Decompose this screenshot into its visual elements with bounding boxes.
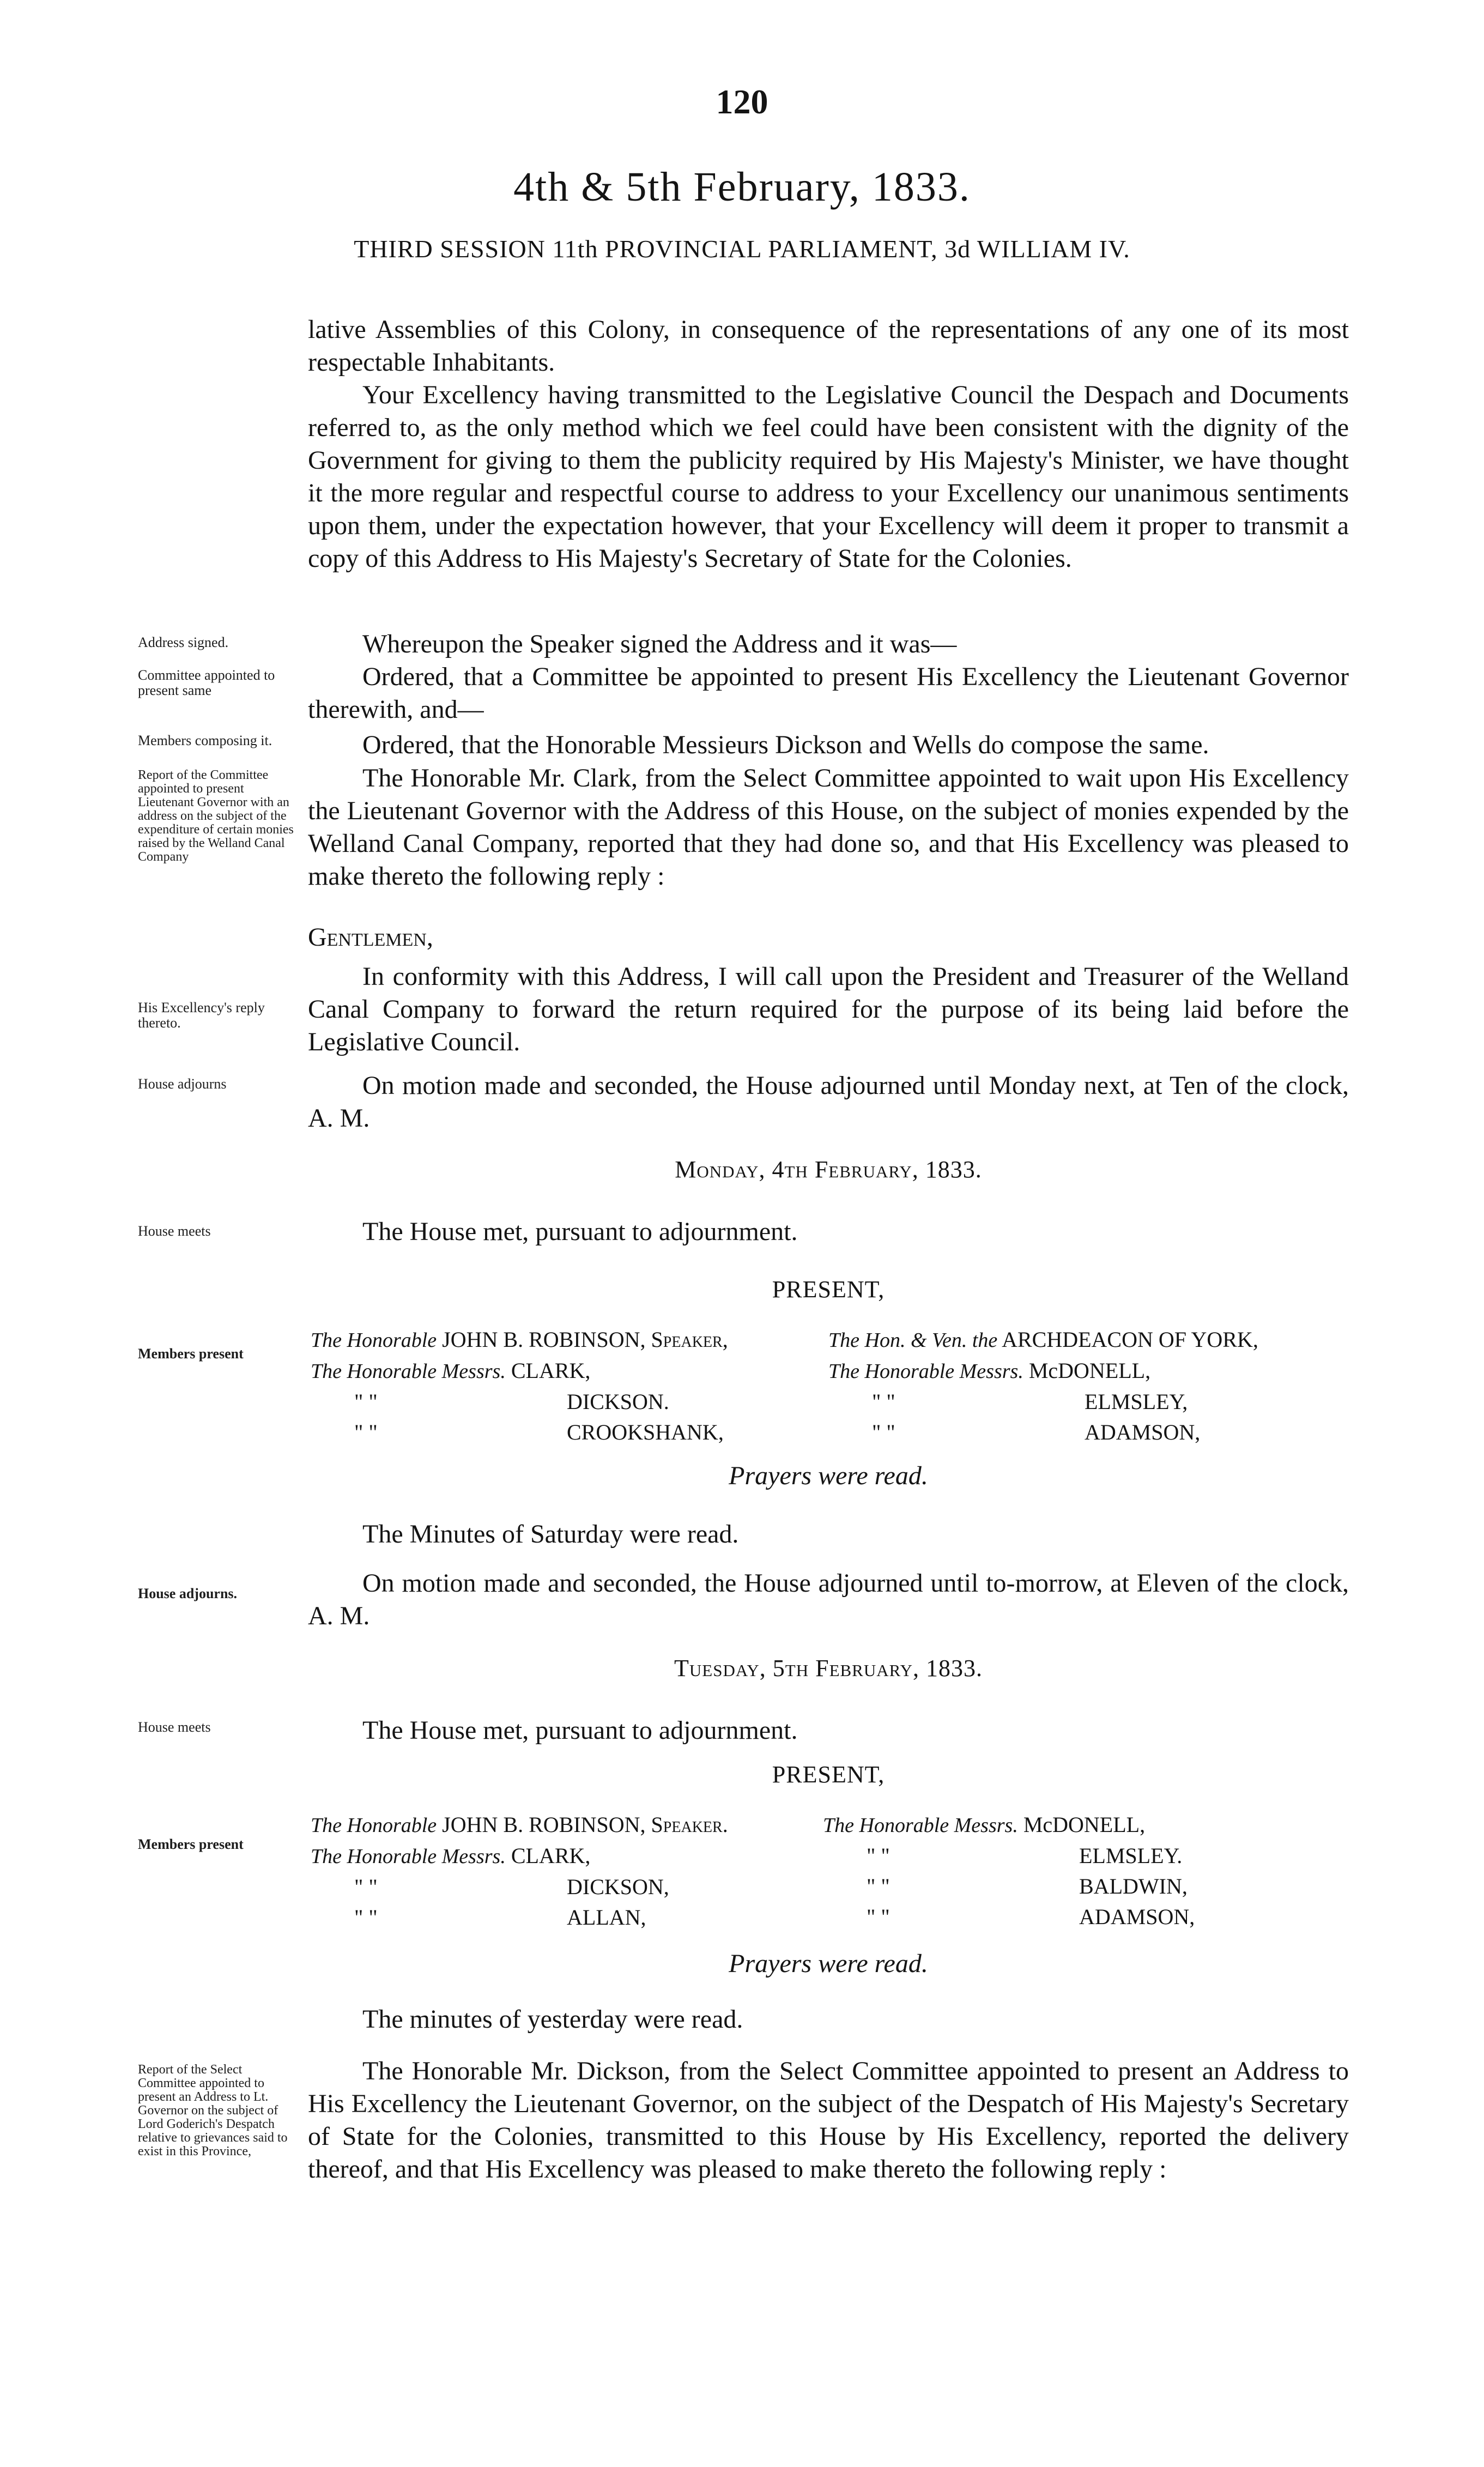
paragraph-minutes-yesterday: The minutes of yesterday were read. xyxy=(362,2005,743,2034)
title-text: The Honorable Messrs. xyxy=(311,1845,506,1868)
title-text: The Honorable Messrs. xyxy=(823,1814,1018,1837)
member-name: JOHN B. ROBINSON, xyxy=(442,1812,646,1837)
paragraph-adjourn-monday: On motion made and seconded, the House adjourned until Monday next, at Ten of the clock, A. M. xyxy=(308,1071,1349,1133)
ditto-marks: " " xyxy=(872,1389,895,1414)
prayers-read-1: Prayers were read. xyxy=(729,1461,928,1490)
member-name: BALDWIN, xyxy=(1079,1874,1188,1898)
day-heading-monday: Monday, 4th February, 1833. xyxy=(675,1156,982,1183)
title-text: The Honorable xyxy=(311,1329,437,1352)
member-name: ELMSLEY. xyxy=(1079,1843,1183,1868)
paragraph-minutes-saturday: The Minutes of Saturday were read. xyxy=(362,1520,739,1549)
present-heading-1: PRESENT, xyxy=(772,1276,885,1303)
title-text: The Honorable Messrs. xyxy=(311,1360,506,1383)
session-heading: THIRD SESSION 11th PROVINCIAL PARLIAMENT, 3d WILLIAM IV. xyxy=(354,235,1130,263)
day-heading-tuesday: Tuesday, 5th February, 1833. xyxy=(674,1655,983,1682)
member-name: ELMSLEY, xyxy=(1085,1389,1188,1414)
ditto-marks: " " xyxy=(872,1420,895,1444)
member-name: McDONELL, xyxy=(1028,1358,1151,1383)
member-title: Speaker, xyxy=(651,1327,728,1352)
prayers-read-2: Prayers were read. xyxy=(729,1949,928,1978)
page-number: 120 xyxy=(716,82,768,121)
member-name: McDONELL, xyxy=(1023,1812,1146,1837)
margin-note-report-committee: Report of the Committee appointed to present Lieutenant Governor with an address on the subject of the expenditure of certain monies raised by the Welland Canal Company xyxy=(138,768,294,864)
member-name: CLARK, xyxy=(511,1843,591,1868)
salutation: Gentlemen, xyxy=(308,923,433,952)
paragraph-clark-report: The Honorable Mr. Clark, from the Select Committee appointed to wait upon His Excellency the Lieutenant Governor with the Address of this House, on the subject of monies expended by the Welland Canal Company, reported that they had done so, and that His Excellency was pleased to make thereto the following reply : xyxy=(308,764,1349,891)
ditto-marks: " " xyxy=(354,1389,378,1414)
ditto-marks: " " xyxy=(354,1875,378,1899)
margin-note-house-adjourns-1: House adjourns xyxy=(138,1076,227,1092)
paragraph-house-met-2: The House met, pursuant to adjournment. xyxy=(362,1716,798,1745)
margin-note-address-signed: Address signed. xyxy=(138,634,229,650)
ditto-marks: " " xyxy=(867,1874,890,1898)
ditto-marks: " " xyxy=(354,1905,378,1930)
margin-note-house-meets-1: House meets xyxy=(138,1223,211,1239)
members-list-day1-left xyxy=(311,1325,728,1448)
paragraph-committee-ordered: Ordered, that a Committee be appointed to present His Excellency the Lieutenant Governor therewith, and— xyxy=(308,662,1349,724)
margin-note-members-present-2: Members present xyxy=(138,1836,244,1852)
ditto-marks: " " xyxy=(867,1843,890,1868)
paragraph-excellency: Your Excellency having transmitted to the Legislative Council the Despach and Documents referred to, as the only method which we feel could have been consistent with the dignity of the Government for giving to them the publicity required by His Majesty's Minister, we have thought it the more regular and respectful course to address to your Excellency our unanimous sentiments upon them, under the expectation however, that your Excellency will deem it proper to transmit a copy of this Address to His Majesty's Secretary of State for the Colonies. xyxy=(308,380,1349,573)
members-list-day1-right xyxy=(828,1325,1258,1448)
paragraph-adjourn-tomorrow: On motion made and seconded, the House adjourned until to-morrow, at Eleven of the clock, A. M. xyxy=(308,1569,1349,1630)
margin-note-excellency-reply: His Excellency's reply thereto. xyxy=(138,1000,265,1031)
member-name: ADAMSON, xyxy=(1085,1420,1201,1444)
ditto-marks: " " xyxy=(354,1420,378,1444)
members-list-day2-right xyxy=(823,1810,1195,1932)
title-text: The Honorable Messrs. xyxy=(828,1360,1023,1383)
member-name: ALLAN, xyxy=(567,1905,646,1930)
member-name: DICKSON, xyxy=(567,1875,669,1899)
paragraph-members-ordered: Ordered, that the Honorable Messieurs Dickson and Wells do compose the same. xyxy=(362,730,1209,759)
members-list-day2-left xyxy=(311,1810,728,1933)
title-text: The Hon. & Ven. the xyxy=(828,1329,998,1352)
margin-note-members-present-1: Members present xyxy=(138,1346,244,1362)
margin-note-committee-appointed: Committee appointed to present same xyxy=(138,667,275,698)
margin-note-members-composing: Members composing it. xyxy=(138,733,272,748)
present-heading-2: PRESENT, xyxy=(772,1761,885,1788)
ditto-marks: " " xyxy=(867,1904,890,1929)
margin-note-house-meets-2: House meets xyxy=(138,1719,211,1735)
page-date-heading: 4th & 5th February, 1833. xyxy=(513,164,971,210)
paragraph-speaker-signed: Whereupon the Speaker signed the Address and it was— xyxy=(362,630,957,658)
member-name: CLARK, xyxy=(511,1358,591,1383)
member-name: DICKSON. xyxy=(567,1389,669,1414)
margin-note-report-select: Report of the Select Committee appointed to present an Address to Lt. Governor on the subject of Lord Goderich's Despatch relative to grievances said to exist in this Province, xyxy=(138,2063,288,2158)
member-name: JOHN B. ROBINSON, xyxy=(442,1327,646,1352)
member-name: ADAMSON, xyxy=(1079,1904,1195,1929)
paragraph-reply: In conformity with this Address, I will call upon the President and Treasurer of the Welland Canal Company to forward the return required for the purpose of its being laid before the Legislative Council. xyxy=(308,962,1349,1056)
member-title: Speaker. xyxy=(651,1812,728,1837)
margin-note-house-adjourns-2: House adjourns. xyxy=(138,1586,238,1601)
member-name: CROOKSHANK, xyxy=(567,1420,724,1444)
member-name: ARCHDEACON OF YORK, xyxy=(1002,1327,1258,1352)
paragraph-continuation: lative Assemblies of this Colony, in consequence of the representations of any one of its most respectable Inhabitants. xyxy=(308,315,1349,377)
title-text: The Honorable xyxy=(311,1814,437,1837)
paragraph-house-met-1: The House met, pursuant to adjournment. xyxy=(362,1217,798,1246)
paragraph-dickson-report: The Honorable Mr. Dickson, from the Select Committee appointed to present an Address to His Excellency the Lieutenant Governor, on the subject of the Despatch of His Majesty's Secretary of State for the Colonies, transmitted to this House by His Excellency, reported the delivery thereof, and that His Excellency was pleased to make thereto the following reply : xyxy=(308,2057,1349,2184)
